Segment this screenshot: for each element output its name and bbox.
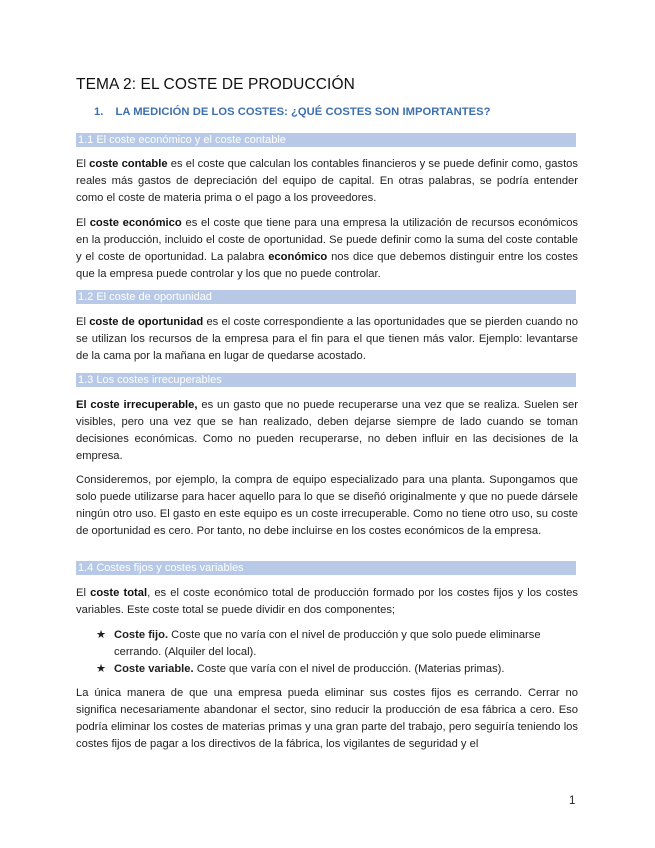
bold-term: El coste irrecuperable,: [76, 399, 198, 411]
text-run: es el coste que tiene para una empresa la utilización de recursos económicos en la producción, incluido el coste de oportunidad. Se puede definir como la suma del coste contable y el coste de oportunidad. La palabra: [76, 217, 579, 263]
star-bullet-icon: ★: [96, 629, 107, 641]
paragraph-coste-economico: [76, 215, 578, 283]
bold-term: coste total: [90, 587, 148, 599]
paragraph-coste-oportunidad: [76, 314, 578, 365]
text-run: El: [76, 217, 90, 229]
bold-term: Coste fijo.: [114, 629, 169, 641]
star-bullet-icon: ★: [96, 663, 107, 675]
page-number: 1: [569, 795, 576, 807]
bold-term: coste económico: [89, 217, 182, 229]
paragraph-coste-contable: [76, 156, 578, 207]
text-run: Coste que no varía con el nivel de producción y que solo puede eliminarse cerrando. (Alquiler del local).: [114, 629, 541, 658]
subsection-heading-1-4: 1.4 Costes fijos y costes variables: [76, 561, 576, 575]
text-run: es un gasto que no puede recuperarse una vez que se realiza. Suelen ser visibles, pero una vez que se han realizado, deben dejarse siempre de lado cuando se toman decisiones económicas. Como no pueden recuperarse, no deben influir en las decisiones de la empresa.: [76, 399, 578, 462]
bold-term: coste de oportunidad: [89, 316, 204, 328]
bold-term: coste contable: [89, 158, 168, 170]
text-run: El: [76, 158, 90, 170]
section-title-text: LA MEDICIÓN DE LOS COSTES: ¿QUÉ COSTES SON IMPORTANTES?: [115, 106, 491, 118]
paragraph-coste-total: [76, 585, 578, 619]
paragraph-ejemplo-equipo: Consideremos, por ejemplo, la compra de equipo especializado para una planta. Supongamos que solo puede utilizarse para hacer aquello para lo que se diseñó originalmente y que no puede dársele ningún otro uso. El gasto en este equipo es un coste irrecuperable. Como no tiene otro uso, su coste de oportunidad es cero. Por tanto, no debe incluirse en los costes económicos de la empresa.: [76, 474, 578, 537]
text-run: es el coste correspondiente a las oportunidades que se pierden cuando no se utilizan los recursos de la empresa para el fin para el que tienen más valor. Ejemplo: levantarse de la cama por la mañana en lugar de quedarse acostado.: [76, 316, 578, 362]
section-number: 1.: [94, 106, 104, 118]
list-item-coste-fijo: [96, 627, 578, 661]
text-run: es el coste que calculan los contables financieros y se puede definir como, gastos reales más gastos de depreciación del equipo de capital. En otras palabras, se podría entender como el coste de materia prima o el pago a los proveedores.: [76, 158, 578, 204]
cost-components-list: [96, 627, 578, 678]
section-title: [94, 106, 491, 118]
text-run: Coste que varía con el nivel de producción. (Materias primas).: [193, 663, 505, 675]
bold-term: Coste variable.: [114, 663, 194, 675]
document-title: TEMA 2: EL COSTE DE PRODUCCIÓN: [76, 76, 355, 93]
subsection-heading-1-3: 1.3 Los costes irrecuperables: [76, 373, 576, 387]
subsection-heading-1-1: 1.1 El coste económico y el coste contable: [76, 133, 576, 147]
text-run: El: [76, 587, 91, 599]
subsection-heading-1-2: 1.2 El coste de oportunidad: [76, 290, 576, 304]
bold-term: económico: [268, 251, 328, 263]
paragraph-coste-irrecuperable: [76, 397, 578, 465]
list-item-coste-variable: [96, 661, 578, 678]
text-run: nos dice que debemos distinguir entre los costes que la empresa puede controlar y los que no puede controlar.: [76, 251, 578, 280]
text-run: El: [76, 316, 90, 328]
text-run: , es el coste económico total de producción formado por los costes fijos y los costes variables. Este coste total se puede dividir en dos componentes;: [76, 587, 578, 616]
paragraph-cerrar: La única manera de que una empresa pueda eliminar sus costes fijos es cerrando. Cerrar no significa necesariamente abandonar el sector, sino reducir la producción de esa fábrica a cero. Eso podría eliminar los costes de materias primas y una gran parte del trabajo, pero seguiría teniendo los costes fijos de pagar a los directivos de la fábrica, los vigilantes de seguridad y el: [76, 687, 578, 750]
